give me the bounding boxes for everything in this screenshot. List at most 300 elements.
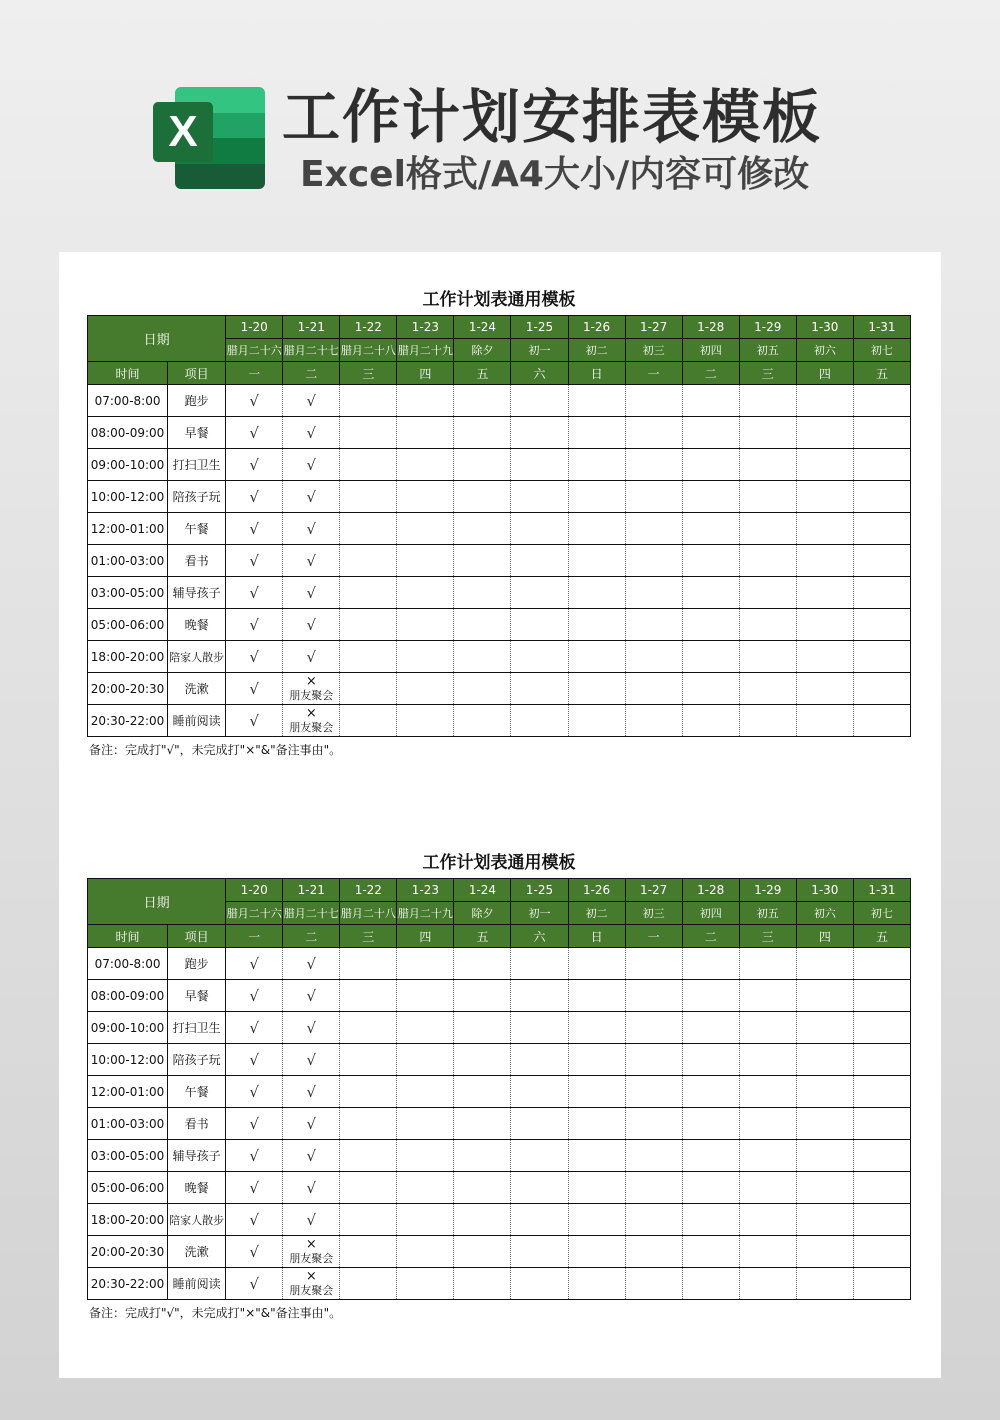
day-cell[interactable] xyxy=(739,577,796,609)
day-cell[interactable] xyxy=(340,1012,397,1044)
day-cell[interactable] xyxy=(796,481,853,513)
day-cell[interactable] xyxy=(454,1236,511,1268)
item-cell[interactable]: 陪家人散步 xyxy=(168,641,226,673)
day-cell[interactable] xyxy=(739,417,796,449)
day-cell[interactable] xyxy=(511,641,568,673)
time-cell[interactable]: 20:00-20:30 xyxy=(88,673,168,705)
day-cell[interactable] xyxy=(568,417,625,449)
day-cell[interactable] xyxy=(682,980,739,1012)
day-cell[interactable] xyxy=(625,417,682,449)
day-cell[interactable] xyxy=(739,449,796,481)
item-cell[interactable]: 早餐 xyxy=(168,417,226,449)
day-cell[interactable] xyxy=(340,1140,397,1172)
day-cell[interactable] xyxy=(796,1108,853,1140)
item-cell[interactable]: 打扫卫生 xyxy=(168,1012,226,1044)
day-cell[interactable] xyxy=(340,1108,397,1140)
day-cell[interactable] xyxy=(226,1172,283,1204)
day-cell[interactable] xyxy=(397,1012,454,1044)
day-cell[interactable] xyxy=(625,1012,682,1044)
day-cell[interactable] xyxy=(853,577,910,609)
item-cell[interactable]: 看书 xyxy=(168,1108,226,1140)
item-cell[interactable]: 晚餐 xyxy=(168,1172,226,1204)
day-cell[interactable] xyxy=(682,1076,739,1108)
day-cell[interactable] xyxy=(853,1204,910,1236)
day-cell[interactable] xyxy=(625,577,682,609)
day-cell[interactable] xyxy=(226,673,283,705)
item-cell[interactable]: 陪家人散步 xyxy=(168,1204,226,1236)
day-cell[interactable] xyxy=(283,577,340,609)
day-cell[interactable] xyxy=(226,577,283,609)
day-cell[interactable] xyxy=(397,1044,454,1076)
day-cell[interactable] xyxy=(226,417,283,449)
day-cell[interactable] xyxy=(340,449,397,481)
day-cell[interactable] xyxy=(511,1140,568,1172)
day-cell[interactable] xyxy=(739,1268,796,1300)
day-cell[interactable] xyxy=(853,980,910,1012)
day-cell[interactable] xyxy=(796,1076,853,1108)
day-cell[interactable] xyxy=(397,545,454,577)
day-cell[interactable] xyxy=(625,1204,682,1236)
day-cell[interactable] xyxy=(739,1172,796,1204)
day-cell[interactable] xyxy=(397,449,454,481)
day-cell[interactable] xyxy=(568,1076,625,1108)
day-cell[interactable] xyxy=(226,1204,283,1236)
day-cell[interactable] xyxy=(796,1172,853,1204)
day-cell[interactable] xyxy=(853,609,910,641)
time-cell[interactable]: 08:00-09:00 xyxy=(88,980,168,1012)
item-cell[interactable]: 看书 xyxy=(168,545,226,577)
day-cell[interactable] xyxy=(682,513,739,545)
time-cell[interactable]: 08:00-09:00 xyxy=(88,417,168,449)
day-cell[interactable] xyxy=(682,417,739,449)
day-cell[interactable] xyxy=(682,609,739,641)
day-cell[interactable] xyxy=(682,385,739,417)
day-cell[interactable] xyxy=(568,1204,625,1236)
day-cell[interactable] xyxy=(682,1204,739,1236)
day-cell[interactable] xyxy=(853,1012,910,1044)
day-cell[interactable] xyxy=(853,513,910,545)
day-cell[interactable] xyxy=(511,1236,568,1268)
day-cell[interactable] xyxy=(283,948,340,980)
day-cell[interactable] xyxy=(853,385,910,417)
day-cell[interactable] xyxy=(283,705,340,737)
day-cell[interactable] xyxy=(454,449,511,481)
day-cell[interactable] xyxy=(568,385,625,417)
day-cell[interactable] xyxy=(625,385,682,417)
day-cell[interactable] xyxy=(283,1236,340,1268)
day-cell[interactable] xyxy=(568,1172,625,1204)
day-cell[interactable] xyxy=(454,641,511,673)
day-cell[interactable] xyxy=(283,641,340,673)
day-cell[interactable] xyxy=(682,577,739,609)
day-cell[interactable] xyxy=(682,1236,739,1268)
day-cell[interactable] xyxy=(397,609,454,641)
day-cell[interactable] xyxy=(511,1108,568,1140)
day-cell[interactable] xyxy=(340,673,397,705)
day-cell[interactable] xyxy=(682,1044,739,1076)
day-cell[interactable] xyxy=(226,1108,283,1140)
day-cell[interactable] xyxy=(853,1236,910,1268)
day-cell[interactable] xyxy=(739,513,796,545)
day-cell[interactable] xyxy=(397,948,454,980)
day-cell[interactable] xyxy=(397,385,454,417)
day-cell[interactable] xyxy=(283,1140,340,1172)
day-cell[interactable] xyxy=(397,1172,454,1204)
day-cell[interactable] xyxy=(568,1012,625,1044)
day-cell[interactable] xyxy=(226,1140,283,1172)
time-cell[interactable]: 07:00-8:00 xyxy=(88,385,168,417)
day-cell[interactable] xyxy=(625,673,682,705)
time-cell[interactable]: 18:00-20:00 xyxy=(88,641,168,673)
day-cell[interactable] xyxy=(568,1044,625,1076)
day-cell[interactable] xyxy=(739,1204,796,1236)
day-cell[interactable] xyxy=(568,705,625,737)
item-cell[interactable]: 跑步 xyxy=(168,948,226,980)
day-cell[interactable] xyxy=(568,609,625,641)
day-cell[interactable] xyxy=(682,641,739,673)
day-cell[interactable] xyxy=(625,449,682,481)
day-cell[interactable] xyxy=(568,1268,625,1300)
day-cell[interactable] xyxy=(226,545,283,577)
day-cell[interactable] xyxy=(283,1012,340,1044)
item-cell[interactable]: 洗漱 xyxy=(168,1236,226,1268)
day-cell[interactable] xyxy=(511,513,568,545)
day-cell[interactable] xyxy=(625,1172,682,1204)
day-cell[interactable] xyxy=(226,980,283,1012)
day-cell[interactable] xyxy=(625,513,682,545)
day-cell[interactable] xyxy=(568,577,625,609)
item-cell[interactable]: 陪孩子玩 xyxy=(168,481,226,513)
day-cell[interactable] xyxy=(853,1140,910,1172)
time-cell[interactable]: 20:30-22:00 xyxy=(88,705,168,737)
day-cell[interactable] xyxy=(340,1172,397,1204)
day-cell[interactable] xyxy=(853,449,910,481)
day-cell[interactable] xyxy=(397,673,454,705)
day-cell[interactable] xyxy=(853,417,910,449)
day-cell[interactable] xyxy=(682,705,739,737)
day-cell[interactable] xyxy=(568,980,625,1012)
day-cell[interactable] xyxy=(340,481,397,513)
day-cell[interactable] xyxy=(511,577,568,609)
day-cell[interactable] xyxy=(682,1140,739,1172)
day-cell[interactable] xyxy=(853,1044,910,1076)
day-cell[interactable] xyxy=(853,545,910,577)
day-cell[interactable] xyxy=(625,1268,682,1300)
day-cell[interactable] xyxy=(796,673,853,705)
day-cell[interactable] xyxy=(397,1140,454,1172)
day-cell[interactable] xyxy=(625,1236,682,1268)
time-cell[interactable]: 12:00-01:00 xyxy=(88,513,168,545)
day-cell[interactable] xyxy=(283,609,340,641)
day-cell[interactable] xyxy=(226,481,283,513)
time-cell[interactable]: 20:30-22:00 xyxy=(88,1268,168,1300)
day-cell[interactable] xyxy=(454,513,511,545)
day-cell[interactable] xyxy=(682,948,739,980)
day-cell[interactable] xyxy=(454,1204,511,1236)
day-cell[interactable] xyxy=(454,1268,511,1300)
day-cell[interactable] xyxy=(853,1268,910,1300)
day-cell[interactable] xyxy=(397,1076,454,1108)
day-cell[interactable] xyxy=(796,1236,853,1268)
day-cell[interactable] xyxy=(511,1204,568,1236)
day-cell[interactable] xyxy=(625,1140,682,1172)
day-cell[interactable] xyxy=(454,1076,511,1108)
day-cell[interactable] xyxy=(568,1236,625,1268)
day-cell[interactable] xyxy=(283,481,340,513)
day-cell[interactable] xyxy=(226,641,283,673)
day-cell[interactable] xyxy=(226,1012,283,1044)
day-cell[interactable] xyxy=(454,609,511,641)
day-cell[interactable] xyxy=(283,1044,340,1076)
day-cell[interactable] xyxy=(739,385,796,417)
day-cell[interactable] xyxy=(454,545,511,577)
day-cell[interactable] xyxy=(796,609,853,641)
time-cell[interactable]: 01:00-03:00 xyxy=(88,545,168,577)
day-cell[interactable] xyxy=(454,1172,511,1204)
day-cell[interactable] xyxy=(511,609,568,641)
time-cell[interactable]: 10:00-12:00 xyxy=(88,481,168,513)
time-cell[interactable]: 18:00-20:00 xyxy=(88,1204,168,1236)
day-cell[interactable] xyxy=(454,705,511,737)
day-cell[interactable] xyxy=(340,1204,397,1236)
day-cell[interactable] xyxy=(796,1044,853,1076)
day-cell[interactable] xyxy=(739,1236,796,1268)
day-cell[interactable] xyxy=(226,1044,283,1076)
time-cell[interactable]: 20:00-20:30 xyxy=(88,1236,168,1268)
day-cell[interactable] xyxy=(796,545,853,577)
day-cell[interactable] xyxy=(511,385,568,417)
day-cell[interactable] xyxy=(511,545,568,577)
day-cell[interactable] xyxy=(796,513,853,545)
day-cell[interactable] xyxy=(739,481,796,513)
day-cell[interactable] xyxy=(739,1108,796,1140)
day-cell[interactable] xyxy=(568,449,625,481)
day-cell[interactable] xyxy=(682,673,739,705)
day-cell[interactable] xyxy=(283,1076,340,1108)
day-cell[interactable] xyxy=(739,1076,796,1108)
day-cell[interactable] xyxy=(454,948,511,980)
day-cell[interactable] xyxy=(796,1204,853,1236)
day-cell[interactable] xyxy=(340,1268,397,1300)
time-cell[interactable]: 07:00-8:00 xyxy=(88,948,168,980)
day-cell[interactable] xyxy=(226,1076,283,1108)
day-cell[interactable] xyxy=(511,417,568,449)
day-cell[interactable] xyxy=(796,577,853,609)
day-cell[interactable] xyxy=(739,609,796,641)
day-cell[interactable] xyxy=(682,1108,739,1140)
time-cell[interactable]: 03:00-05:00 xyxy=(88,1140,168,1172)
item-cell[interactable]: 陪孩子玩 xyxy=(168,1044,226,1076)
day-cell[interactable] xyxy=(853,1172,910,1204)
time-cell[interactable]: 05:00-06:00 xyxy=(88,609,168,641)
day-cell[interactable] xyxy=(625,1076,682,1108)
day-cell[interactable] xyxy=(340,705,397,737)
day-cell[interactable] xyxy=(511,673,568,705)
day-cell[interactable] xyxy=(739,1044,796,1076)
time-cell[interactable]: 09:00-10:00 xyxy=(88,449,168,481)
day-cell[interactable] xyxy=(397,577,454,609)
day-cell[interactable] xyxy=(739,948,796,980)
day-cell[interactable] xyxy=(226,385,283,417)
day-cell[interactable] xyxy=(340,417,397,449)
day-cell[interactable] xyxy=(568,948,625,980)
day-cell[interactable] xyxy=(682,481,739,513)
item-cell[interactable]: 洗漱 xyxy=(168,673,226,705)
item-cell[interactable]: 早餐 xyxy=(168,980,226,1012)
day-cell[interactable] xyxy=(568,481,625,513)
day-cell[interactable] xyxy=(682,449,739,481)
day-cell[interactable] xyxy=(739,980,796,1012)
day-cell[interactable] xyxy=(454,980,511,1012)
day-cell[interactable] xyxy=(511,1012,568,1044)
day-cell[interactable] xyxy=(739,673,796,705)
day-cell[interactable] xyxy=(340,1076,397,1108)
day-cell[interactable] xyxy=(454,673,511,705)
day-cell[interactable] xyxy=(511,1044,568,1076)
time-cell[interactable]: 05:00-06:00 xyxy=(88,1172,168,1204)
day-cell[interactable] xyxy=(397,1108,454,1140)
time-cell[interactable]: 12:00-01:00 xyxy=(88,1076,168,1108)
day-cell[interactable] xyxy=(568,641,625,673)
day-cell[interactable] xyxy=(796,948,853,980)
day-cell[interactable] xyxy=(853,948,910,980)
item-cell[interactable]: 晚餐 xyxy=(168,609,226,641)
day-cell[interactable] xyxy=(796,641,853,673)
day-cell[interactable] xyxy=(625,481,682,513)
day-cell[interactable] xyxy=(283,417,340,449)
day-cell[interactable] xyxy=(739,1140,796,1172)
day-cell[interactable] xyxy=(568,1140,625,1172)
day-cell[interactable] xyxy=(340,545,397,577)
day-cell[interactable] xyxy=(340,1044,397,1076)
day-cell[interactable] xyxy=(511,449,568,481)
day-cell[interactable] xyxy=(511,481,568,513)
day-cell[interactable] xyxy=(625,948,682,980)
day-cell[interactable] xyxy=(283,1204,340,1236)
day-cell[interactable] xyxy=(340,609,397,641)
day-cell[interactable] xyxy=(625,609,682,641)
day-cell[interactable] xyxy=(511,948,568,980)
day-cell[interactable] xyxy=(511,1268,568,1300)
day-cell[interactable] xyxy=(283,545,340,577)
day-cell[interactable] xyxy=(511,980,568,1012)
day-cell[interactable] xyxy=(283,385,340,417)
item-cell[interactable]: 睡前阅读 xyxy=(168,705,226,737)
time-cell[interactable]: 03:00-05:00 xyxy=(88,577,168,609)
day-cell[interactable] xyxy=(283,513,340,545)
day-cell[interactable] xyxy=(796,449,853,481)
item-cell[interactable]: 打扫卫生 xyxy=(168,449,226,481)
day-cell[interactable] xyxy=(283,673,340,705)
item-cell[interactable]: 辅导孩子 xyxy=(168,577,226,609)
day-cell[interactable] xyxy=(340,980,397,1012)
time-cell[interactable]: 09:00-10:00 xyxy=(88,1012,168,1044)
day-cell[interactable] xyxy=(454,1044,511,1076)
day-cell[interactable] xyxy=(511,705,568,737)
day-cell[interactable] xyxy=(853,673,910,705)
day-cell[interactable] xyxy=(454,417,511,449)
day-cell[interactable] xyxy=(853,481,910,513)
day-cell[interactable] xyxy=(454,1108,511,1140)
item-cell[interactable]: 午餐 xyxy=(168,1076,226,1108)
day-cell[interactable] xyxy=(625,1108,682,1140)
day-cell[interactable] xyxy=(397,1204,454,1236)
day-cell[interactable] xyxy=(568,1108,625,1140)
day-cell[interactable] xyxy=(796,980,853,1012)
day-cell[interactable] xyxy=(397,481,454,513)
day-cell[interactable] xyxy=(739,1012,796,1044)
day-cell[interactable] xyxy=(682,545,739,577)
day-cell[interactable] xyxy=(568,545,625,577)
day-cell[interactable] xyxy=(226,513,283,545)
time-cell[interactable]: 10:00-12:00 xyxy=(88,1044,168,1076)
day-cell[interactable] xyxy=(682,1012,739,1044)
day-cell[interactable] xyxy=(568,673,625,705)
day-cell[interactable] xyxy=(226,1268,283,1300)
day-cell[interactable] xyxy=(625,1044,682,1076)
day-cell[interactable] xyxy=(397,1236,454,1268)
day-cell[interactable] xyxy=(340,577,397,609)
day-cell[interactable] xyxy=(853,705,910,737)
day-cell[interactable] xyxy=(283,1108,340,1140)
day-cell[interactable] xyxy=(340,385,397,417)
day-cell[interactable] xyxy=(796,1012,853,1044)
day-cell[interactable] xyxy=(283,1268,340,1300)
day-cell[interactable] xyxy=(454,1012,511,1044)
item-cell[interactable]: 睡前阅读 xyxy=(168,1268,226,1300)
item-cell[interactable]: 辅导孩子 xyxy=(168,1140,226,1172)
day-cell[interactable] xyxy=(397,641,454,673)
day-cell[interactable] xyxy=(454,385,511,417)
day-cell[interactable] xyxy=(397,417,454,449)
day-cell[interactable] xyxy=(397,513,454,545)
day-cell[interactable] xyxy=(853,641,910,673)
day-cell[interactable] xyxy=(454,481,511,513)
day-cell[interactable] xyxy=(625,641,682,673)
day-cell[interactable] xyxy=(796,1140,853,1172)
day-cell[interactable] xyxy=(340,513,397,545)
day-cell[interactable] xyxy=(739,641,796,673)
item-cell[interactable]: 午餐 xyxy=(168,513,226,545)
day-cell[interactable] xyxy=(283,1172,340,1204)
day-cell[interactable] xyxy=(226,948,283,980)
day-cell[interactable] xyxy=(226,609,283,641)
day-cell[interactable] xyxy=(283,449,340,481)
day-cell[interactable] xyxy=(625,980,682,1012)
day-cell[interactable] xyxy=(739,705,796,737)
day-cell[interactable] xyxy=(853,1108,910,1140)
day-cell[interactable] xyxy=(226,705,283,737)
day-cell[interactable] xyxy=(853,1076,910,1108)
day-cell[interactable] xyxy=(796,1268,853,1300)
day-cell[interactable] xyxy=(511,1172,568,1204)
time-cell[interactable]: 01:00-03:00 xyxy=(88,1108,168,1140)
day-cell[interactable] xyxy=(625,545,682,577)
day-cell[interactable] xyxy=(397,1268,454,1300)
day-cell[interactable] xyxy=(682,1172,739,1204)
day-cell[interactable] xyxy=(625,705,682,737)
day-cell[interactable] xyxy=(796,385,853,417)
day-cell[interactable] xyxy=(796,417,853,449)
day-cell[interactable] xyxy=(568,513,625,545)
day-cell[interactable] xyxy=(397,980,454,1012)
day-cell[interactable] xyxy=(226,449,283,481)
day-cell[interactable] xyxy=(739,545,796,577)
day-cell[interactable] xyxy=(796,705,853,737)
day-cell[interactable] xyxy=(283,980,340,1012)
day-cell[interactable] xyxy=(397,705,454,737)
day-cell[interactable] xyxy=(340,948,397,980)
